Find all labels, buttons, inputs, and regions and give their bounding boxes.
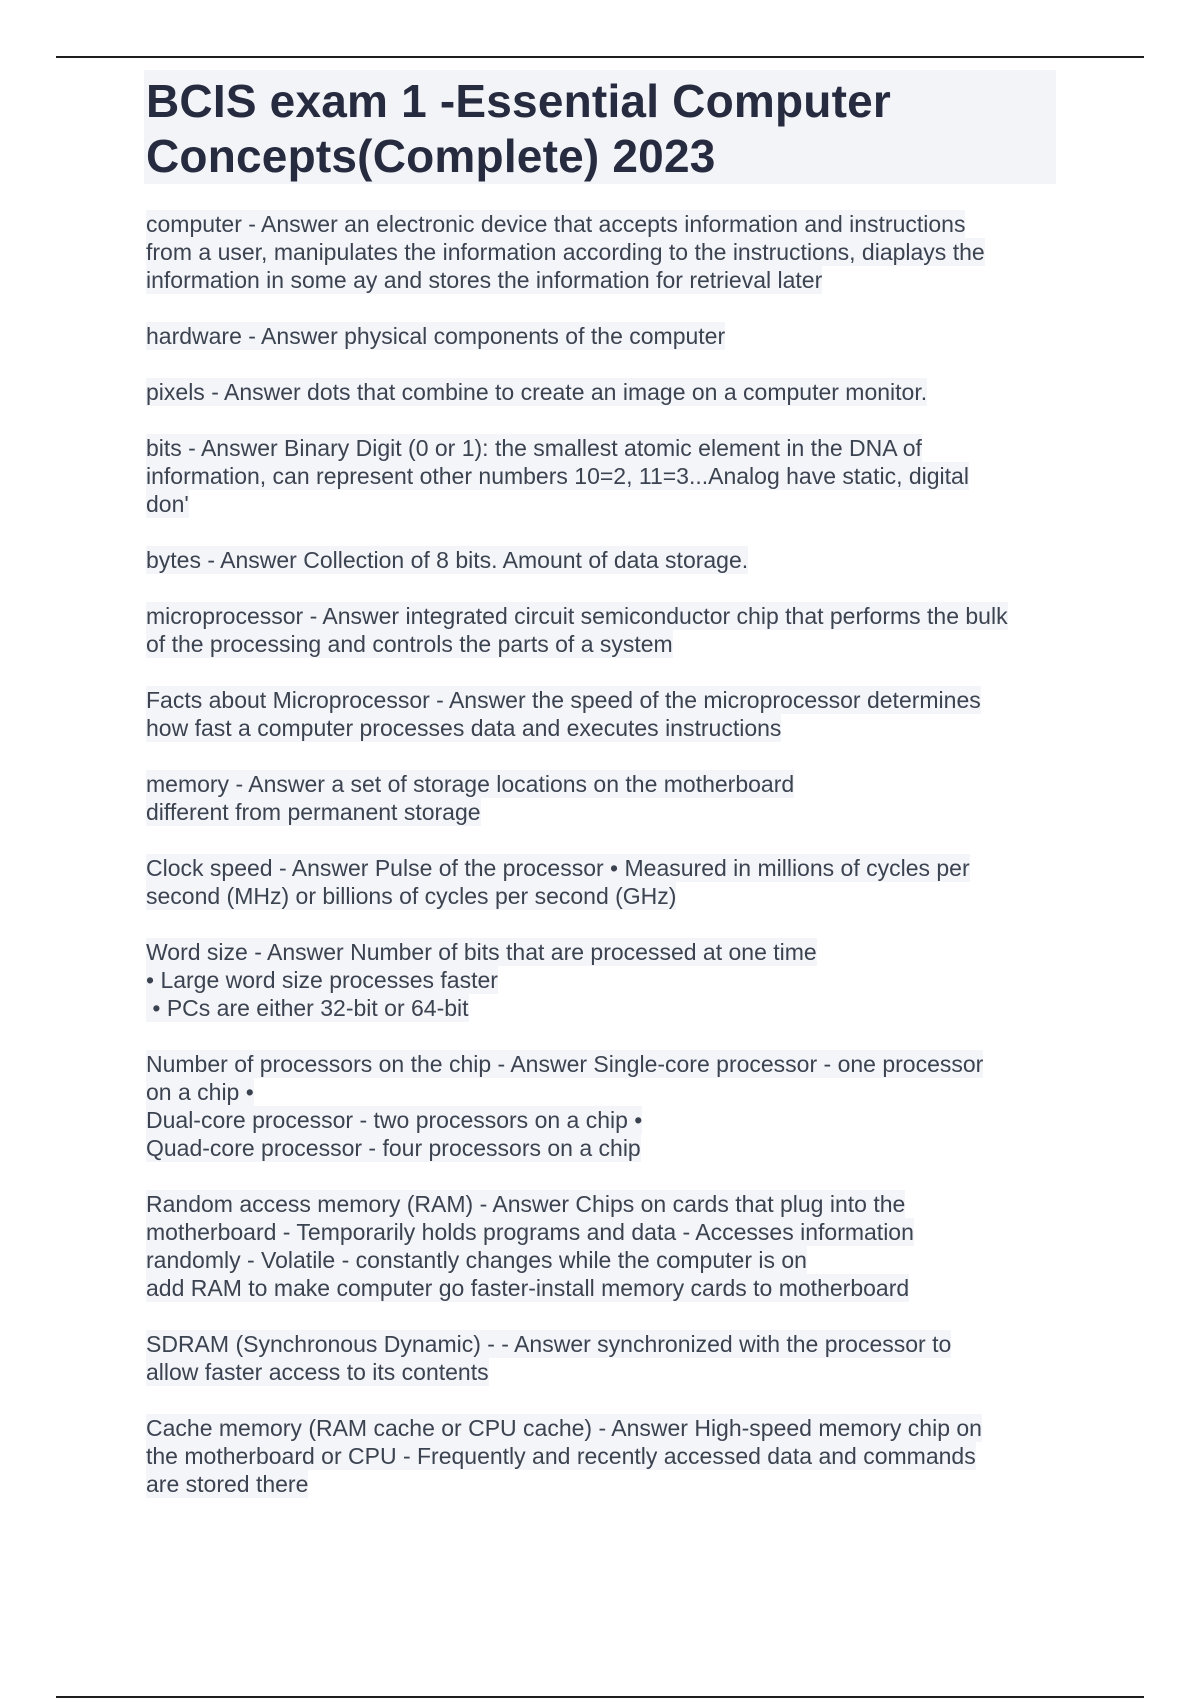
title-block <box>144 70 1056 184</box>
entry-text-line: the motherboard or CPU - Frequently and recently accessed data and commands <box>146 1443 976 1469</box>
entry-text-line: Dual-core processor - two processors on a chip • <box>146 1107 643 1133</box>
entry-text-line: Cache memory (RAM cache or CPU cache) - Answer High-speed memory chip on <box>146 1415 982 1441</box>
flashcard-entry <box>146 1050 1056 1162</box>
flashcard-list <box>146 210 1056 1526</box>
flashcard-entry <box>146 770 1056 826</box>
entry-text-line: Facts about Microprocessor - Answer the speed of the microprocessor determines <box>146 687 981 713</box>
entry-text-line: allow faster access to its contents <box>146 1359 489 1385</box>
entry-text-line: Quad-core processor - four processors on a chip <box>146 1135 641 1161</box>
bottom-rule <box>56 1696 1144 1698</box>
entry-text-line: add RAM to make computer go faster-install memory cards to motherboard <box>146 1275 910 1301</box>
entry-text-line: how fast a computer processes data and executes instructions <box>146 715 782 741</box>
entry-text-line: Clock speed - Answer Pulse of the processor • Measured in millions of cycles per <box>146 855 970 881</box>
entry-text-line: • Large word size processes faster <box>146 967 498 993</box>
entry-text-line: pixels - Answer dots that combine to create an image on a computer monitor. <box>146 379 928 405</box>
entry-text-line: of the processing and controls the parts of a system <box>146 631 673 657</box>
flashcard-entry <box>146 322 1056 350</box>
entry-text-line: bytes - Answer Collection of 8 bits. Amount of data storage. <box>146 547 749 573</box>
page-title <box>146 74 1054 184</box>
entry-text-line: are stored there <box>146 1471 309 1497</box>
flashcard-entry <box>146 546 1056 574</box>
entry-text-line: information, can represent other numbers 10=2, 11=3...Analog have static, digital <box>146 463 969 489</box>
flashcard-entry <box>146 854 1056 910</box>
entry-text-line: motherboard - Temporarily holds programs and data - Accesses information <box>146 1219 914 1245</box>
entry-text-line: different from permanent storage <box>146 799 481 825</box>
entry-text-line: SDRAM (Synchronous Dynamic) - - Answer synchronized with the processor to <box>146 1331 952 1357</box>
entry-text-line: memory - Answer a set of storage locations on the motherboard <box>146 771 795 797</box>
top-rule <box>56 56 1144 58</box>
entry-text-line: Number of processors on the chip - Answer Single-core processor - one processor <box>146 1051 984 1077</box>
flashcard-entry <box>146 686 1056 742</box>
flashcard-entry <box>146 434 1056 518</box>
entry-text-line: information in some ay and stores the information for retrieval later <box>146 267 823 293</box>
entry-text-line: from a user, manipulates the information according to the instructions, diaplays the <box>146 239 985 265</box>
entry-text-line: don' <box>146 491 189 517</box>
entry-text-line: computer - Answer an electronic device that accepts information and instructions <box>146 211 966 237</box>
title-line-2: Concepts(Complete) 2023 <box>146 130 716 182</box>
flashcard-entry <box>146 602 1056 658</box>
entry-text-line: randomly - Volatile - constantly changes while the computer is on <box>146 1247 807 1273</box>
entry-text-line: hardware - Answer physical components of the computer <box>146 323 726 349</box>
entry-text-line: • PCs are either 32-bit or 64-bit <box>146 995 469 1021</box>
entry-text-line: bits - Answer Binary Digit (0 or 1): the smallest atomic element in the DNA of <box>146 435 922 461</box>
flashcard-entry <box>146 378 1056 406</box>
entry-text-line: Word size - Answer Number of bits that are processed at one time <box>146 939 817 965</box>
flashcard-entry <box>146 210 1056 294</box>
flashcard-entry <box>146 938 1056 1022</box>
flashcard-entry <box>146 1190 1056 1302</box>
flashcard-entry <box>146 1330 1056 1386</box>
entry-text-line: second (MHz) or billions of cycles per second (GHz) <box>146 883 677 909</box>
entry-text-line: Random access memory (RAM) - Answer Chips on cards that plug into the <box>146 1191 906 1217</box>
entry-text-line: on a chip • <box>146 1079 254 1105</box>
entry-text-line: microprocessor - Answer integrated circuit semiconductor chip that performs the bulk <box>146 603 1008 629</box>
flashcard-entry <box>146 1414 1056 1498</box>
title-line-1: BCIS exam 1 -Essential Computer <box>146 75 891 127</box>
